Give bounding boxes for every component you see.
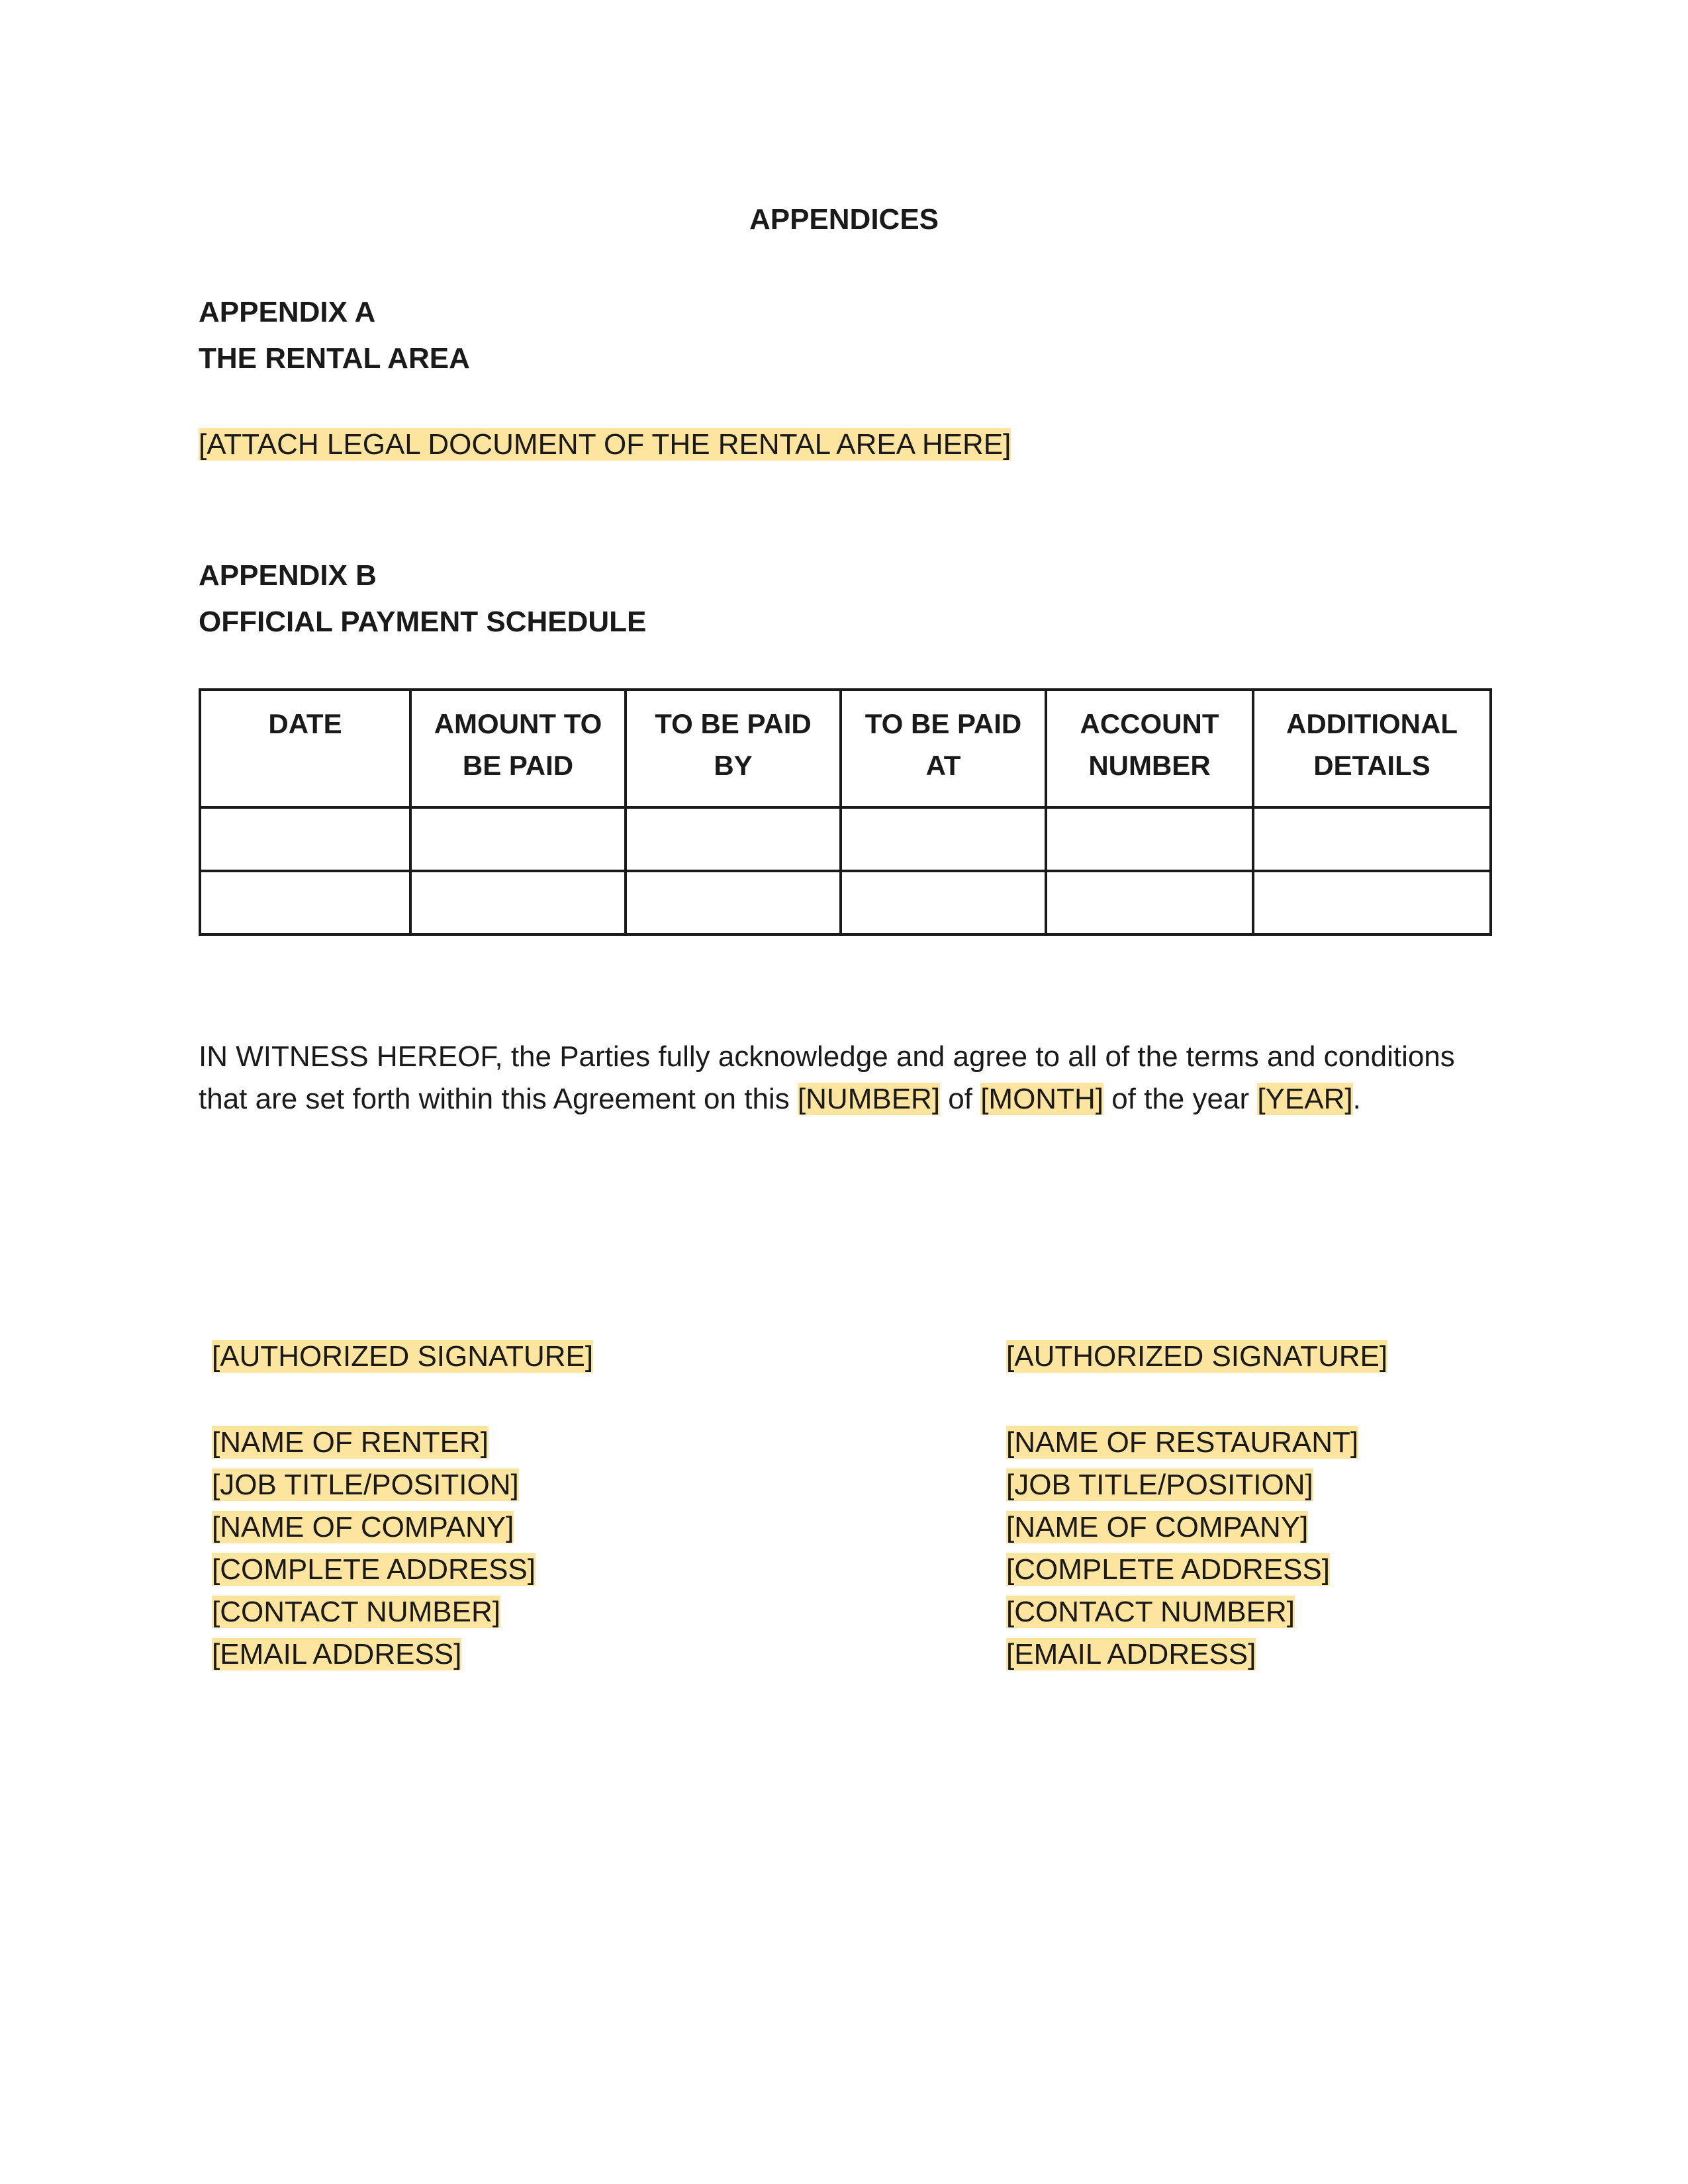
signature-block-restaurant xyxy=(1006,1336,1387,1676)
job-title-placeholder: [JOB TITLE/POSITION] xyxy=(1006,1469,1313,1501)
witness-year-placeholder: [YEAR] xyxy=(1257,1083,1353,1115)
signature-block-renter xyxy=(212,1336,593,1676)
page-title: APPENDICES xyxy=(749,203,939,236)
appendix-a-subheading: THE RENTAL AREA xyxy=(199,342,470,375)
column-header-paid-at: TO BE PAID AT xyxy=(841,690,1046,807)
table-cell[interactable] xyxy=(841,871,1046,934)
witness-month-placeholder: [MONTH] xyxy=(980,1083,1103,1115)
job-title-placeholder: [JOB TITLE/POSITION] xyxy=(212,1469,519,1501)
witness-number-placeholder: [NUMBER] xyxy=(797,1083,941,1115)
witness-text: of the year xyxy=(1103,1083,1258,1115)
renter-name-placeholder: [NAME OF RENTER] xyxy=(212,1426,489,1459)
appendix-a-heading: APPENDIX A xyxy=(199,296,376,328)
table-cell[interactable] xyxy=(841,807,1046,871)
column-header-account-number: ACCOUNT NUMBER xyxy=(1046,690,1253,807)
table-cell[interactable] xyxy=(410,807,626,871)
company-name-placeholder: [NAME OF COMPANY] xyxy=(212,1511,514,1543)
attach-placeholder-text: [ATTACH LEGAL DOCUMENT OF THE RENTAL AREA HERE] xyxy=(199,428,1011,461)
address-placeholder: [COMPLETE ADDRESS] xyxy=(1006,1553,1331,1586)
table-cell[interactable] xyxy=(1046,871,1253,934)
contact-number-placeholder: [CONTACT NUMBER] xyxy=(212,1596,500,1628)
table-cell[interactable] xyxy=(200,807,410,871)
authorized-signature-placeholder: [AUTHORIZED SIGNATURE] xyxy=(1006,1340,1388,1373)
column-header-paid-by: TO BE PAID BY xyxy=(626,690,841,807)
table-cell[interactable] xyxy=(626,807,841,871)
table-row xyxy=(200,871,1491,934)
email-address-placeholder: [EMAIL ADDRESS] xyxy=(212,1638,462,1670)
appendix-b-subheading: OFFICIAL PAYMENT SCHEDULE xyxy=(199,606,647,638)
company-name-placeholder: [NAME OF COMPANY] xyxy=(1006,1511,1309,1543)
table-cell[interactable] xyxy=(1253,871,1491,934)
table-header-row xyxy=(200,690,1491,807)
table-cell[interactable] xyxy=(626,871,841,934)
table-cell[interactable] xyxy=(1046,807,1253,871)
authorized-signature-placeholder: [AUTHORIZED SIGNATURE] xyxy=(212,1340,594,1373)
table-cell[interactable] xyxy=(1253,807,1491,871)
table-row xyxy=(200,807,1491,871)
witness-paragraph xyxy=(199,1036,1489,1120)
column-header-additional-details: ADDITIONAL DETAILS xyxy=(1253,690,1491,807)
attach-placeholder xyxy=(199,425,1011,465)
column-header-date: DATE xyxy=(200,690,410,807)
contact-number-placeholder: [CONTACT NUMBER] xyxy=(1006,1596,1295,1628)
payment-schedule-table xyxy=(199,688,1492,936)
email-address-placeholder: [EMAIL ADDRESS] xyxy=(1006,1638,1256,1670)
witness-text: IN WITNESS HEREOF, the Parties fully acknowledge and agree to all of the terms and conditions that are set forth within this Agreement on this xyxy=(199,1040,1455,1115)
table-cell[interactable] xyxy=(200,871,410,934)
witness-text: of xyxy=(940,1083,981,1115)
witness-text: . xyxy=(1352,1083,1361,1115)
table-cell[interactable] xyxy=(410,871,626,934)
address-placeholder: [COMPLETE ADDRESS] xyxy=(212,1553,536,1586)
column-header-amount: AMOUNT TO BE PAID xyxy=(410,690,626,807)
appendix-b-heading: APPENDIX B xyxy=(199,559,377,592)
restaurant-name-placeholder: [NAME OF RESTAURANT] xyxy=(1006,1426,1359,1459)
